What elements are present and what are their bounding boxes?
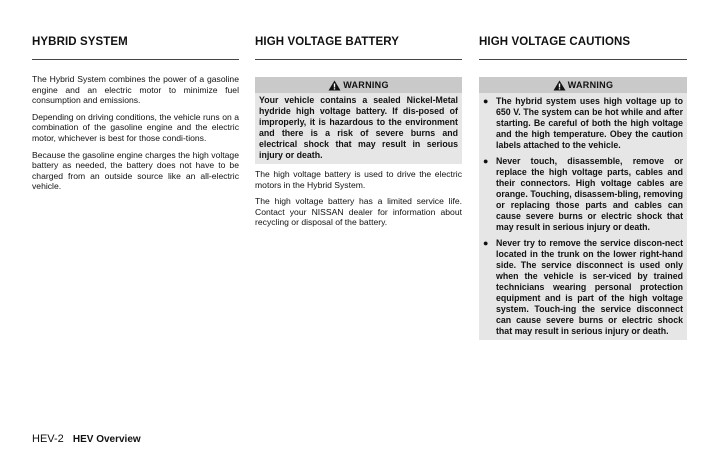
page-number: HEV-2 [32, 433, 64, 445]
high-voltage-cautions-section [479, 77, 687, 340]
paragraph: Depending on driving conditions, the vehicle runs on a combination of the gasoline engine and the electric motor, whichever is best for those condi-tions. [32, 111, 239, 143]
paragraph: Because the gasoline engine charges the high voltage battery as needed, the battery does not have to be charged from an outside source like an all-electric vehicle. [32, 149, 239, 192]
warning-label: WARNING [343, 80, 389, 90]
bullet-icon: ● [483, 238, 489, 248]
list-item [483, 238, 683, 337]
bullet-text: The hybrid system uses high voltage up to 650 V. The system can be hot while and after starting. Be careful of both the high voltage and the high temperature. Obey the caution labels attached to the vehicle. [496, 96, 683, 150]
bullet-icon: ● [483, 156, 489, 166]
heading-rule [479, 59, 687, 60]
warning-triangle-icon [328, 80, 341, 91]
bullet-icon: ● [483, 96, 489, 106]
high-voltage-battery-section [255, 77, 462, 234]
paragraph: The Hybrid System combines the power of a gasoline engine and an electric motor to minimize fuel consumption and emissions. [32, 74, 239, 106]
heading-rule [32, 59, 239, 60]
warning-box [479, 77, 687, 340]
bullet-text: Never touch, disassemble, remove or replace the high voltage parts, cables and their connectors. High voltage cables are orange. Touching, disassem-bling, removing or replacing those parts and cables can cause severe burns or electric shock that may result in serious injury or death. [496, 156, 683, 232]
heading-high-voltage-battery: HIGH VOLTAGE BATTERY [255, 36, 400, 48]
warning-label: WARNING [567, 80, 614, 90]
heading-high-voltage-cautions: HIGH VOLTAGE CAUTIONS [479, 36, 631, 48]
warning-header [255, 77, 462, 93]
bullet-text: Never try to remove the service discon-nect located in the trunk on the lower right-hand side. The service disconnect is used only when the vehicle is ser-viced by trained technicians wearing personal protection equipment and is part of the high voltage system. Touch-ing the service disconnect can cause severe burns or electric shock that may result in serious injury or death. [496, 238, 683, 336]
page-footer [32, 433, 141, 445]
hybrid-system-section [32, 74, 239, 198]
list-item [483, 156, 683, 233]
paragraph: The high voltage battery has a limited service life. Contact your NISSAN dealer for information about recycling or disposal of the battery. [255, 196, 462, 228]
warning-bullets [479, 93, 687, 340]
heading-rule [255, 59, 462, 60]
warning-text: Your vehicle contains a sealed Nickel-Metal hydride high voltage battery. If dis-posed of improperly, it is hazardous to the environment and there is a risk of severe burns and electrical shock that may result in serious injury or death. [255, 93, 462, 164]
section-title: HEV Overview [72, 434, 141, 445]
warning-box [255, 77, 462, 164]
heading-hybrid-system: HYBRID SYSTEM [32, 36, 128, 48]
paragraph: The high voltage battery is used to drive the electric motors in the Hybrid System. [255, 169, 462, 190]
warning-header [479, 77, 687, 93]
warning-triangle-icon [553, 80, 566, 91]
list-item [483, 96, 683, 151]
